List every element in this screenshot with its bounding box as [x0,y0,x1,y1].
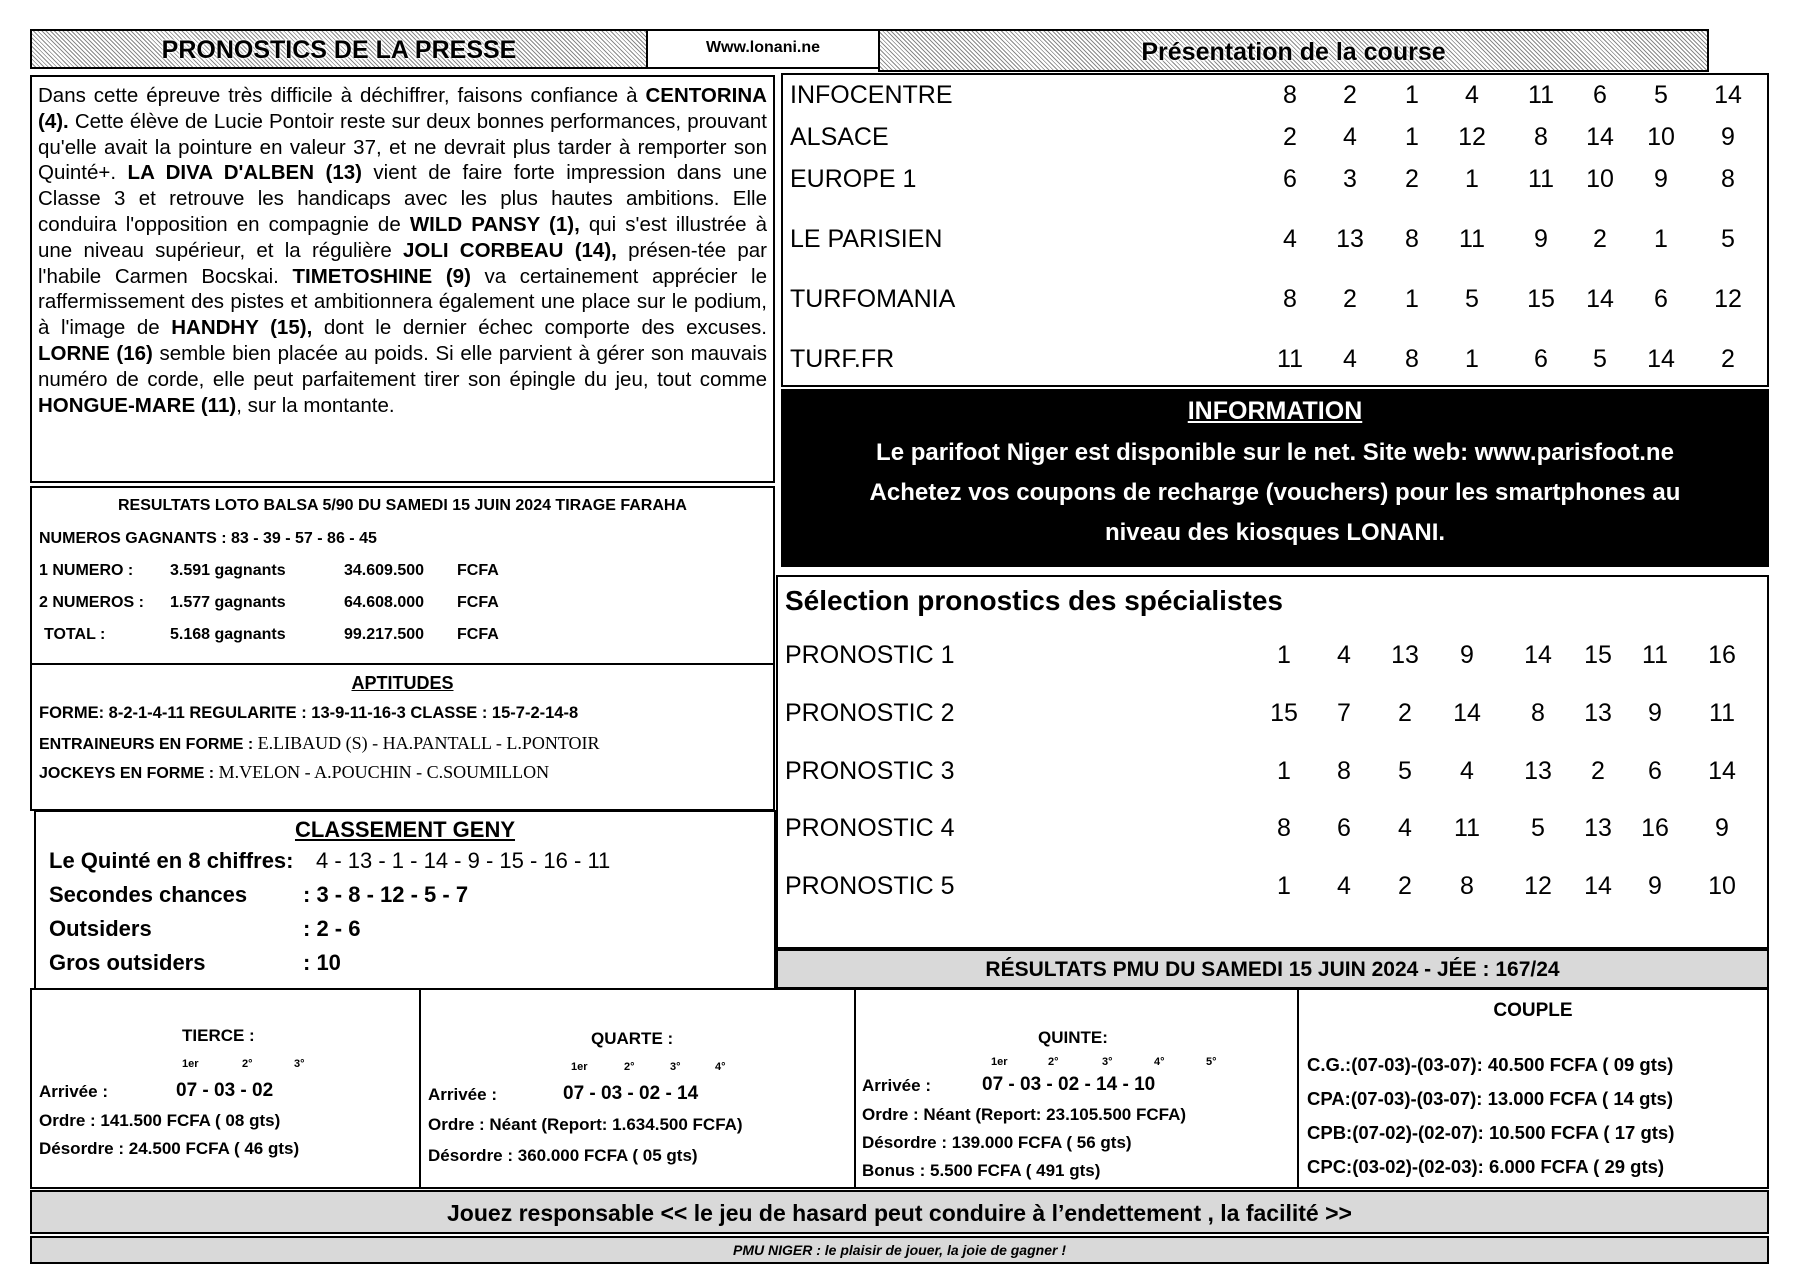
horse-number: 6 [1654,285,1668,313]
aptitudes-box [30,663,775,811]
horse-number: 11 [1528,81,1554,109]
horse-number: 1 [1277,757,1291,785]
horse-number: 8 [1721,165,1735,193]
horse-number: 1 [1277,641,1291,669]
press-table-row [783,339,1767,379]
loto-amount: 99.217.500 [344,626,425,643]
horse-number: 5 [1465,285,1479,313]
horse-name: CENTORINA (4). [38,84,767,133]
text-segment: qui s'est illustrée à une niveau supérieur, et la régulière [38,212,767,262]
press-table-row [783,159,1767,199]
tierce-title: TIERCE : [182,1026,255,1045]
quinte-place-3: 3° [1102,1056,1113,1068]
quinte-title: QUINTE: [1038,1028,1108,1047]
horse-number: 1 [1405,123,1419,151]
horse-number: 8 [1460,872,1474,900]
horse-number: 6 [1648,757,1662,785]
horse-number: 13 [1584,814,1612,842]
loto-winners: 3.591 gagnants [170,562,286,579]
horse-number: 4 [1343,345,1357,373]
press-analysis-text [38,83,767,418]
loto-winners: 1.577 gagnants [170,594,286,611]
row-label: PRONOSTIC 3 [785,757,955,785]
horse-number: 14 [1524,641,1552,669]
geny-label: Gros outsiders [49,950,206,975]
quinte-box [854,988,1299,1189]
slogan-banner [30,1236,1769,1264]
horse-number: 16 [1641,814,1669,842]
loto-label: 2 NUMEROS : [39,594,144,611]
horse-number: 8 [1283,81,1297,109]
horse-number: 6 [1534,345,1548,373]
horse-number: 10 [1708,872,1736,900]
horse-number: 9 [1460,641,1474,669]
horse-number: 9 [1654,165,1668,193]
horse-name: HANDHY (15), [171,316,313,340]
text-segment: dont le dernier échec comporte des excuses. [312,316,768,340]
specialists-title: Sélection pronostics des spécialistes [785,585,1283,616]
horse-number: 8 [1534,123,1548,151]
horse-number: 5 [1398,757,1412,785]
horse-number: 8 [1405,345,1419,373]
horse-number: 11 [1459,225,1485,253]
slogan-text: PMU NIGER : le plaisir de jouer, la joie de gagner ! [733,1242,1066,1258]
quinte-desordre: Désordre : 139.000 FCFA ( 56 gts) [862,1133,1132,1152]
tierce-place-2: 2° [242,1058,253,1070]
horse-number: 13 [1524,757,1552,785]
quarte-arrivee: 07 - 03 - 02 - 14 [563,1083,699,1104]
pmu-results-header [776,949,1769,989]
horse-number: 1 [1465,345,1479,373]
tierce-ordre: Ordre : 141.500 FCFA ( 08 gts) [39,1111,281,1130]
horse-number: 2 [1721,345,1735,373]
loto-currency: FCFA [457,626,499,643]
horse-number: 9 [1715,814,1729,842]
quarte-arrivee-label: Arrivée : [428,1085,497,1104]
horse-number: 12 [1458,123,1486,151]
loto-currency: FCFA [457,594,499,611]
geny-title: CLASSEMENT GENY [294,817,516,842]
horse-number: 15 [1527,285,1555,313]
loto-winners: 5.168 gagnants [170,626,286,643]
horse-number: 6 [1337,814,1351,842]
horse-number: 7 [1337,699,1351,727]
horse-number: 6 [1283,165,1297,193]
geny-label: Outsiders [49,916,152,941]
horse-number: 3 [1343,165,1357,193]
quinte-place-5: 5° [1206,1056,1217,1068]
couple-row: CPB:(07-02)-(02-07): 10.500 FCFA ( 17 gts) [1307,1122,1675,1143]
responsible-gaming-banner [30,1190,1769,1234]
horse-name: JOLI CORBEAU (14), [402,238,617,262]
quinte-bonus: Bonus : 5.500 FCFA ( 491 gts) [862,1161,1101,1180]
couple-title: COUPLE [1493,1000,1573,1021]
text-segment: Cette élève de Lucie Pontoir reste sur deux bonnes performances, prouvant qu'elle avait la pointure en valeur 37, et ne devrait plus tarder à remporter son Quinté+. [38,109,767,185]
horse-number: 4 [1465,81,1479,109]
site-link[interactable]: Www.lonani.ne [705,39,821,56]
couple-row: CPC:(03-02)-(02-03): 6.000 FCFA ( 29 gts) [1307,1156,1665,1177]
row-label: ALSACE [790,123,889,151]
horse-number: 2 [1593,225,1607,253]
horse-name: WILD PANSY (1), [409,212,580,236]
horse-number: 10 [1647,123,1675,151]
horse-number: 13 [1584,699,1612,727]
text-segment: vient de faire forte impression dans une Classe 3 et retrouve les handicaps avec les plus hautes ambitions. Elle conduira l'opposition en compagnie de [38,161,767,236]
jockeys-value: M.VELON - A.POUCHIN - C.SOUMILLON [218,762,550,782]
horse-number: 10 [1586,165,1614,193]
horse-number: 8 [1283,285,1297,313]
quarte-place-4: 4° [715,1061,726,1073]
loto-results-box [30,486,775,665]
text-segment: Dans cette épreuve très difficile à déchiffrer, faisons confiance à [38,84,646,107]
press-analysis-box [30,75,775,483]
horse-number: 9 [1648,699,1662,727]
quinte-arrivee-label: Arrivée : [862,1076,931,1095]
information-line-3: niveau des kiosques LONANI. [1104,519,1446,546]
horse-number: 9 [1721,123,1735,151]
tierce-desordre: Désordre : 24.500 FCFA ( 46 gts) [39,1139,300,1158]
horse-number: 14 [1647,345,1675,373]
couple-row: C.G.:(07-03)-(03-07): 40.500 FCFA ( 09 gts) [1307,1054,1674,1075]
press-table-row [783,117,1767,157]
row-label: PRONOSTIC 4 [785,814,955,842]
horse-number: 14 [1714,81,1742,109]
horse-number: 11 [1528,165,1554,193]
horse-number: 12 [1524,872,1552,900]
horse-number: 13 [1391,641,1419,669]
horse-number: 15 [1270,699,1298,727]
horse-name: HONGUE-MARE (11) [38,393,237,417]
row-label: PRONOSTIC 1 [785,641,955,669]
aptitudes-jockeys [39,762,549,783]
row-label: LE PARISIEN [790,225,943,253]
horse-number: 8 [1277,814,1291,842]
specialist-row [778,808,1767,848]
horse-number: 2 [1398,699,1412,727]
horse-number: 9 [1648,872,1662,900]
quarte-ordre: Ordre : Néant (Report: 1.634.500 FCFA) [428,1115,743,1134]
press-header-title: PRONOSTICS DE LA PRESSE [161,36,517,64]
row-label: INFOCENTRE [790,81,953,109]
tierce-arrivee: 07 - 03 - 02 [176,1080,274,1101]
horse-number: 1 [1465,165,1479,193]
horse-number: 14 [1586,285,1614,313]
quarte-place-2: 2° [624,1061,635,1073]
horse-number: 4 [1337,872,1351,900]
pmu-results-title: RÉSULTATS PMU DU SAMEDI 15 JUIN 2024 - JÉE : 167/24 [985,958,1560,981]
aptitudes-trainers [39,733,600,754]
aptitudes-forme: FORME: 8-2-1-4-11 REGULARITE : 13-9-11-16-3 CLASSE : 15-7-2-14-8 [39,704,579,722]
horse-number: 2 [1343,285,1357,313]
tierce-arrivee-label: Arrivée : [39,1082,108,1101]
information-line-1: Le parifoot Niger est disponible sur le net. Site web: www.parisfoot.ne [876,439,1674,466]
trainers-value: E.LIBAUD (S) - HA.PANTALL - L.PONTOIR [257,733,600,753]
geny-label: Secondes chances [49,882,248,907]
geny-value: : 2 - 6 [303,916,361,941]
quarte-desordre: Désordre : 360.000 FCFA ( 05 gts) [428,1146,698,1165]
quarte-box [419,988,856,1189]
couple-row: CPA:(07-03)-(03-07): 13.000 FCFA ( 14 gts) [1307,1088,1673,1109]
loto-title: RESULTATS LOTO BALSA 5/90 DU SAMEDI 15 JUIN 2024 TIRAGE FARAHA [118,497,687,514]
quarte-title: QUARTE : [591,1029,674,1048]
geny-label: Le Quinté en 8 chiffres: [49,848,294,873]
specialist-row [778,751,1767,791]
specialist-row [778,693,1767,733]
horse-number: 8 [1337,757,1351,785]
press-table-row [783,75,1767,115]
horse-number: 4 [1283,225,1297,253]
horse-number: 15 [1584,641,1612,669]
horse-number: 12 [1714,285,1742,313]
trainers-label: ENTRAINEURS EN FORME : [39,736,258,753]
horse-number: 4 [1337,641,1351,669]
tierce-place-1: 1er [182,1058,199,1070]
tierce-box [30,988,421,1189]
tierce-place-3: 3° [294,1058,305,1070]
loto-amount: 64.608.000 [344,594,425,611]
horse-number: 4 [1460,757,1474,785]
horse-number: 2 [1591,757,1605,785]
horse-number: 2 [1343,81,1357,109]
course-header [878,29,1709,72]
loto-currency: FCFA [457,562,499,579]
quarte-place-1: 1er [571,1061,588,1073]
row-label: TURF.FR [790,345,895,373]
horse-number: 16 [1708,641,1736,669]
horse-number: 1 [1405,285,1419,313]
specialist-row [778,866,1767,906]
information-line-2: Achetez vos coupons de recharge (vouchers) pour les smartphones au [869,479,1681,506]
horse-number: 11 [1709,699,1735,727]
horse-number: 14 [1453,699,1481,727]
text-segment: présen-tée par l'habile Carmen Bocskai. [38,238,768,288]
press-table-row [783,219,1767,259]
horse-number: 9 [1534,225,1548,253]
text-segment: , sur la montante. [236,393,395,417]
geny-box [34,810,776,990]
quinte-arrivee: 07 - 03 - 02 - 14 - 10 [982,1074,1156,1095]
horse-number: 5 [1654,81,1668,109]
row-label: PRONOSTIC 5 [785,872,955,900]
specialists-box [776,575,1769,949]
quinte-place-4: 4° [1154,1056,1165,1068]
press-table [781,73,1769,387]
text-segment: semble bien placée au poids. Si elle parvient à gérer son mauvais numéro de corde, elle peut parfaitement tirer son épingle du jeu, tout comme [38,341,767,391]
horse-number: 1 [1405,81,1419,109]
loto-label: TOTAL : [44,626,106,643]
horse-number: 5 [1531,814,1545,842]
horse-name: TIMETOSHINE (9) [292,264,471,288]
quinte-ordre: Ordre : Néant (Report: 23.105.500 FCFA) [862,1105,1187,1124]
quinte-place-1: 1er [991,1056,1008,1068]
horse-name: LORNE (16) [38,341,153,365]
horse-number: 2 [1405,165,1419,193]
geny-value: : 3 - 8 - 12 - 5 - 7 [303,882,469,907]
horse-number: 14 [1584,872,1612,900]
quinte-place-2: 2° [1048,1056,1059,1068]
loto-amount: 34.609.500 [344,562,425,579]
loto-winning-numbers: NUMEROS GAGNANTS : 83 - 39 - 57 - 86 - 45 [39,530,377,547]
row-label: TURFOMANIA [790,285,956,313]
horse-number: 14 [1708,757,1736,785]
row-label: EUROPE 1 [790,165,917,193]
responsible-gaming-text: Jouez responsable << le jeu de hasard peut conduire à l’endettement , la facilité >> [447,1200,1352,1226]
horse-number: 1 [1654,225,1668,253]
text-segment: va certainement apprécier le raffermissement des pistes et ambitionnera également une place sur le podium, à l'image de [38,264,768,340]
horse-number: 5 [1721,225,1735,253]
information-title: INFORMATION [1187,397,1363,425]
horse-name: LA DIVA D'ALBEN (13) [127,161,362,185]
horse-number: 8 [1531,699,1545,727]
horse-number: 4 [1343,123,1357,151]
horse-number: 11 [1454,814,1480,842]
couple-box [1297,988,1769,1189]
press-table-row [783,279,1767,319]
row-label: PRONOSTIC 2 [785,699,955,727]
course-header-title: Présentation de la course [1141,38,1446,66]
horse-number: 2 [1283,123,1297,151]
information-box [781,389,1769,567]
horse-number: 11 [1277,345,1303,373]
horse-number: 2 [1398,872,1412,900]
horse-number: 11 [1642,641,1668,669]
geny-value: 4 - 13 - 1 - 14 - 9 - 15 - 16 - 11 [316,848,611,873]
horse-number: 6 [1593,81,1607,109]
site-box [646,29,880,69]
jockeys-label: JOCKEYS EN FORME : [39,765,219,782]
quarte-place-3: 3° [670,1061,681,1073]
horse-number: 1 [1277,872,1291,900]
horse-number: 14 [1586,123,1614,151]
horse-number: 8 [1405,225,1419,253]
geny-value: : 10 [303,950,341,975]
horse-number: 4 [1398,814,1412,842]
loto-label: 1 NUMERO : [39,562,134,579]
horse-number: 13 [1336,225,1364,253]
horse-number: 5 [1593,345,1607,373]
specialist-row [778,635,1767,675]
aptitudes-title: APTITUDES [351,673,454,693]
press-header [30,29,648,69]
